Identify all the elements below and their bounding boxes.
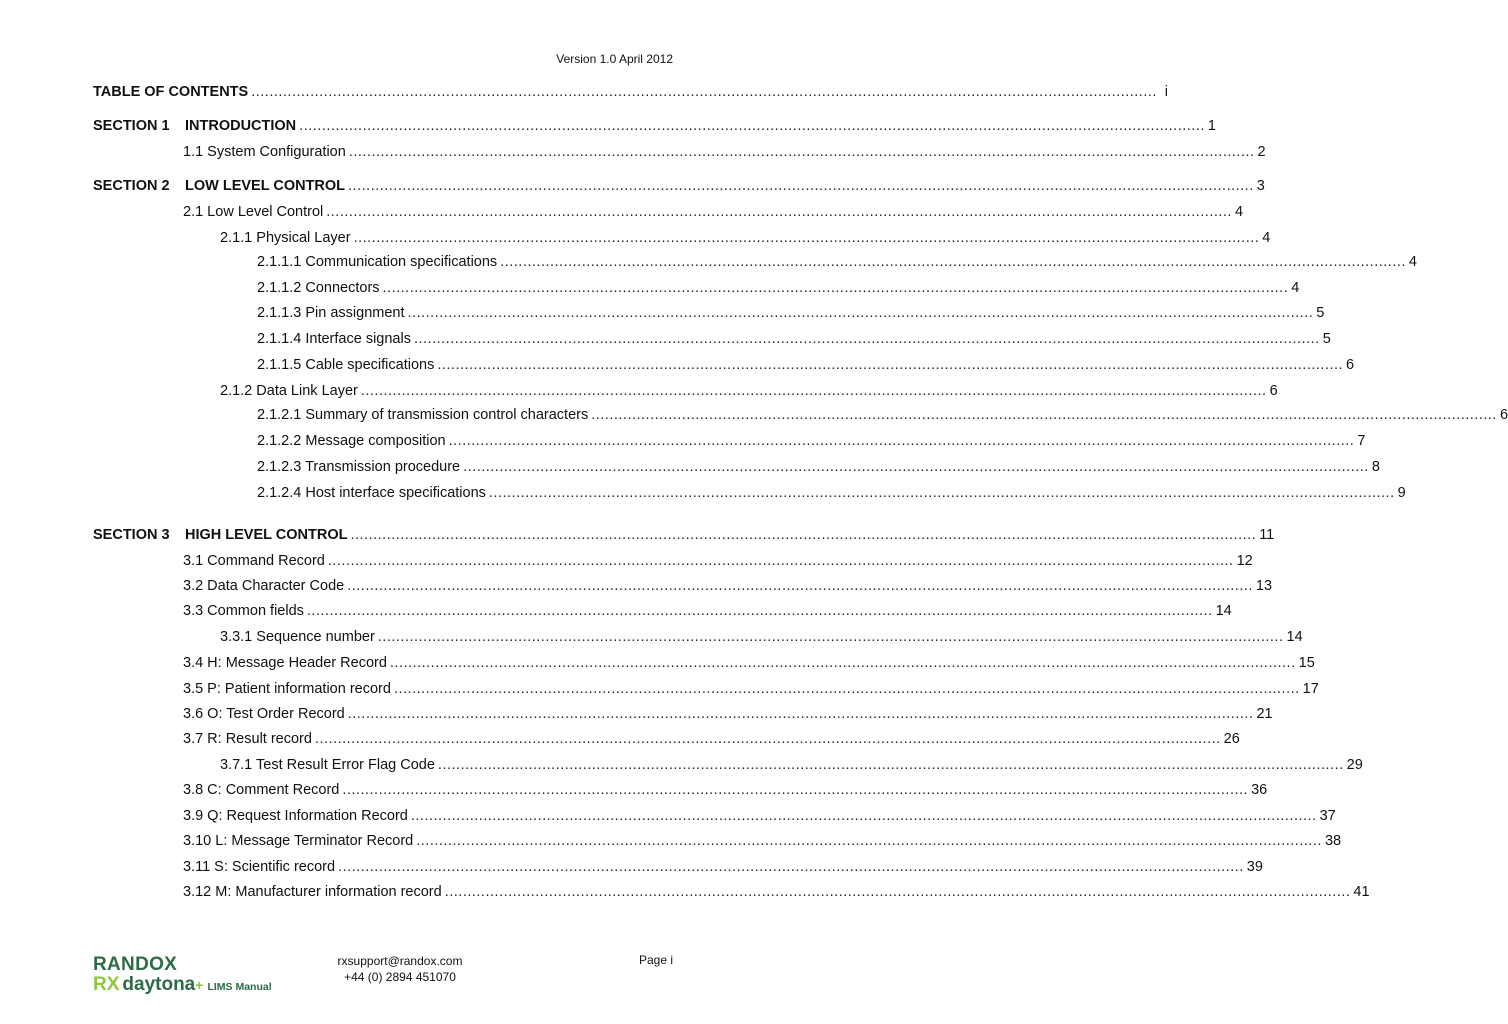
toc-entry-label: 3.2 Data Character Code [183, 578, 345, 594]
toc-entry [183, 143, 1266, 161]
toc-heading-row [93, 83, 1168, 101]
toc-entry-page: 38 [1324, 833, 1342, 849]
dot-leader: ........................................................................................................................................................................................................ [437, 757, 1344, 773]
dot-leader: ........................................................................................................................................................................................................ [348, 144, 1255, 160]
dot-leader: ........................................................................................................................................................................................................ [360, 383, 1267, 399]
section-title: INTRODUCTION [185, 118, 297, 134]
toc-entry-label: 2.1.2 Data Link Layer [220, 383, 358, 399]
toc-entry-label: 3.8 C: Comment Record [183, 782, 340, 798]
toc-entry-page: 21 [1256, 706, 1273, 722]
toc-entry-page: 14 [1286, 629, 1303, 645]
toc-entry-page: 6 [1346, 357, 1355, 373]
toc-entry-label: 2.1.2.1 Summary of transmission control characters [257, 407, 589, 423]
toc-entry-page: 4 [1291, 280, 1300, 296]
section-row [93, 177, 1265, 195]
toc-entry-page: 9 [1397, 485, 1406, 501]
toc-heading: TABLE OF CONTENTS [93, 84, 249, 100]
toc-entry [183, 858, 1263, 876]
dot-leader: ........................................................................................................................................................................................................ [306, 603, 1213, 619]
toc-entry-page: 15 [1298, 655, 1315, 671]
section-title: HIGH LEVEL CONTROL [185, 527, 348, 543]
toc-entry-label: 2.1.1.5 Cable specifications [257, 357, 435, 373]
toc-entry [220, 382, 1278, 400]
section-page: 11 [1259, 527, 1275, 543]
dot-leader: ........................................................................................................................................................................................................ [314, 731, 1221, 747]
toc-entry-label: 1.1 System Configuration [183, 144, 346, 160]
dot-leader: ........................................................................................................................................................................................................ [251, 84, 1157, 100]
dot-leader: ........................................................................................................................................................................................................ [342, 782, 1249, 798]
toc-entry [257, 356, 1355, 374]
toc-entry-page: 37 [1319, 808, 1336, 824]
section-number: SECTION 3 [93, 527, 170, 543]
version-label: Version 1.0 April 2012 [556, 52, 673, 66]
dot-leader: ........................................................................................................................................................................................................ [407, 305, 1314, 321]
dot-leader: ........................................................................................................................................................................................................ [326, 204, 1232, 220]
toc-entry [183, 730, 1240, 748]
toc-entry [183, 203, 1244, 221]
toc-entry-page: 4 [1234, 204, 1244, 220]
dot-leader: ........................................................................................................................................................................................................ [348, 178, 1254, 194]
toc-entry-page: 14 [1215, 603, 1232, 619]
toc-entry-label: 3.12 M: Manufacturer information record [183, 884, 442, 900]
dot-leader: ........................................................................................................................................................................................................ [393, 681, 1300, 697]
dot-leader: ........................................................................................................................................................................................................ [437, 357, 1344, 373]
toc-entry [183, 577, 1273, 595]
toc-entry [183, 832, 1342, 850]
toc-entry-page: 39 [1246, 859, 1263, 875]
toc-entry [257, 304, 1325, 322]
section-row [93, 526, 1275, 544]
toc-entry-page: 12 [1236, 553, 1253, 569]
toc-entry-page: 2 [1257, 144, 1266, 160]
toc-entry [183, 654, 1315, 672]
toc-entry [220, 628, 1303, 646]
section-number: SECTION 1 [93, 118, 170, 134]
dot-leader: ........................................................................................................................................................................................................ [500, 254, 1406, 270]
toc-entry-label: 3.5 P: Patient information record [183, 681, 391, 697]
toc-entry [183, 680, 1319, 698]
toc-entry-label: 3.7.1 Test Result Error Flag Code [220, 757, 435, 773]
page-number: Page i [638, 953, 673, 967]
dot-leader: ........................................................................................................................................................................................................ [299, 118, 1205, 134]
dot-leader: ........................................................................................................................................................................................................ [377, 629, 1284, 645]
toc-entry-label: 3.6 O: Test Order Record [183, 706, 345, 722]
toc-entry-page: 7 [1357, 433, 1366, 449]
toc-entry-label: 3.10 L: Message Terminator Record [183, 833, 414, 849]
dot-leader: ........................................................................................................................................................................................................ [353, 230, 1260, 246]
toc-entry-label: 3.4 H: Message Header Record [183, 655, 387, 671]
logo-brand: RANDOX [93, 954, 178, 975]
support-email: rxsupport@randox.com [337, 954, 463, 968]
toc-entry-page: 26 [1223, 731, 1240, 747]
toc-entry-label: 2.1.1.3 Pin assignment [257, 305, 405, 321]
toc-entry [257, 458, 1380, 476]
toc-entry [183, 552, 1253, 570]
toc-entry-label: 3.9 Q: Request Information Record [183, 808, 408, 824]
toc-entry-label: 2.1.2.3 Transmission procedure [257, 459, 461, 475]
logo-plus-icon: + [195, 977, 204, 993]
dot-leader: ........................................................................................................................................................................................................ [347, 706, 1254, 722]
toc-entry-label: 3.3.1 Sequence number [220, 629, 375, 645]
dot-leader: ........................................................................................................................................................................................................ [389, 655, 1296, 671]
logo-rx: RX [93, 974, 120, 995]
section-page: 3 [1256, 178, 1265, 194]
section-row [93, 117, 1216, 135]
dot-leader: ........................................................................................................................................................................................................ [347, 578, 1253, 594]
toc-entry-page: 4 [1262, 230, 1271, 246]
toc-entry-label: 3.1 Command Record [183, 553, 325, 569]
section-number: SECTION 2 [93, 178, 170, 194]
toc-entry-page: 8 [1371, 459, 1380, 475]
toc-entry [183, 807, 1336, 825]
dot-leader: ........................................................................................................................................................................................................ [488, 485, 1395, 501]
toc-entry-label: 2.1.2.2 Message composition [257, 433, 446, 449]
toc-entry-page: 41 [1353, 884, 1370, 900]
toc-entry-page: 4 [1408, 254, 1417, 270]
dot-leader: ........................................................................................................................................................................................................ [444, 884, 1351, 900]
dot-leader: ........................................................................................................................................................................................................ [413, 331, 1320, 347]
toc-entry [257, 432, 1366, 450]
toc-entry-page: 6 [1499, 407, 1508, 423]
toc-entry [257, 253, 1417, 271]
toc-entry-page: 6 [1269, 383, 1278, 399]
toc-entry-label: 2.1.1.2 Connectors [257, 280, 380, 296]
randox-logo [93, 955, 272, 997]
toc-entry-page: 13 [1255, 578, 1273, 594]
toc-entry-label: 2.1.1.4 Interface signals [257, 331, 411, 347]
toc-entry-page: 36 [1251, 782, 1268, 798]
logo-manual-label: LIMS Manual [207, 981, 272, 993]
logo-product: daytona [122, 974, 196, 995]
dot-leader: ........................................................................................................................................................................................................ [327, 553, 1234, 569]
toc-entry [183, 705, 1273, 723]
toc-entry-label: 2.1.1.1 Communication specifications [257, 254, 498, 270]
toc-entry [183, 602, 1232, 620]
toc-entry-label: 3.7 R: Result record [183, 731, 312, 747]
toc-entry-label: 2.1 Low Level Control [183, 204, 324, 220]
toc-entry-label: 2.1.2.4 Host interface specifications [257, 485, 486, 501]
footer-contact [330, 953, 470, 985]
dot-leader: ........................................................................................................................................................................................................ [338, 859, 1244, 875]
toc-entry [183, 883, 1370, 901]
toc-entry-page: 29 [1346, 757, 1363, 773]
toc-entry-page: 5 [1322, 331, 1331, 347]
toc-entry [183, 781, 1268, 799]
toc-entry-label: 2.1.1 Physical Layer [220, 230, 351, 246]
dot-leader: ........................................................................................................................................................................................................ [382, 280, 1289, 296]
dot-leader: ........................................................................................................................................................................................................ [448, 433, 1355, 449]
toc-entry [257, 484, 1406, 502]
toc-entry [257, 330, 1331, 348]
toc-entry [220, 756, 1363, 774]
toc-entry [220, 229, 1271, 247]
dot-leader: ........................................................................................................................................................................................................ [410, 808, 1317, 824]
dot-leader: ........................................................................................................................................................................................................ [350, 527, 1257, 543]
toc-entry-page: 5 [1316, 305, 1325, 321]
toc-entry-label: 3.3 Common fields [183, 603, 304, 619]
dot-leader: ........................................................................................................................................................................................................ [463, 459, 1369, 475]
dot-leader: ........................................................................................................................................................................................................ [591, 407, 1497, 423]
toc-entry [257, 279, 1300, 297]
toc-entry-page: 17 [1302, 681, 1319, 697]
toc-entry [257, 406, 1508, 424]
support-phone: +44 (0) 2894 451070 [344, 970, 456, 984]
toc-entry-label: 3.11 S: Scientific record [183, 859, 336, 875]
section-title: LOW LEVEL CONTROL [185, 178, 346, 194]
dot-leader: ........................................................................................................................................................................................................ [416, 833, 1322, 849]
toc-heading-page: i [1164, 84, 1168, 100]
section-page: 1 [1207, 118, 1216, 134]
